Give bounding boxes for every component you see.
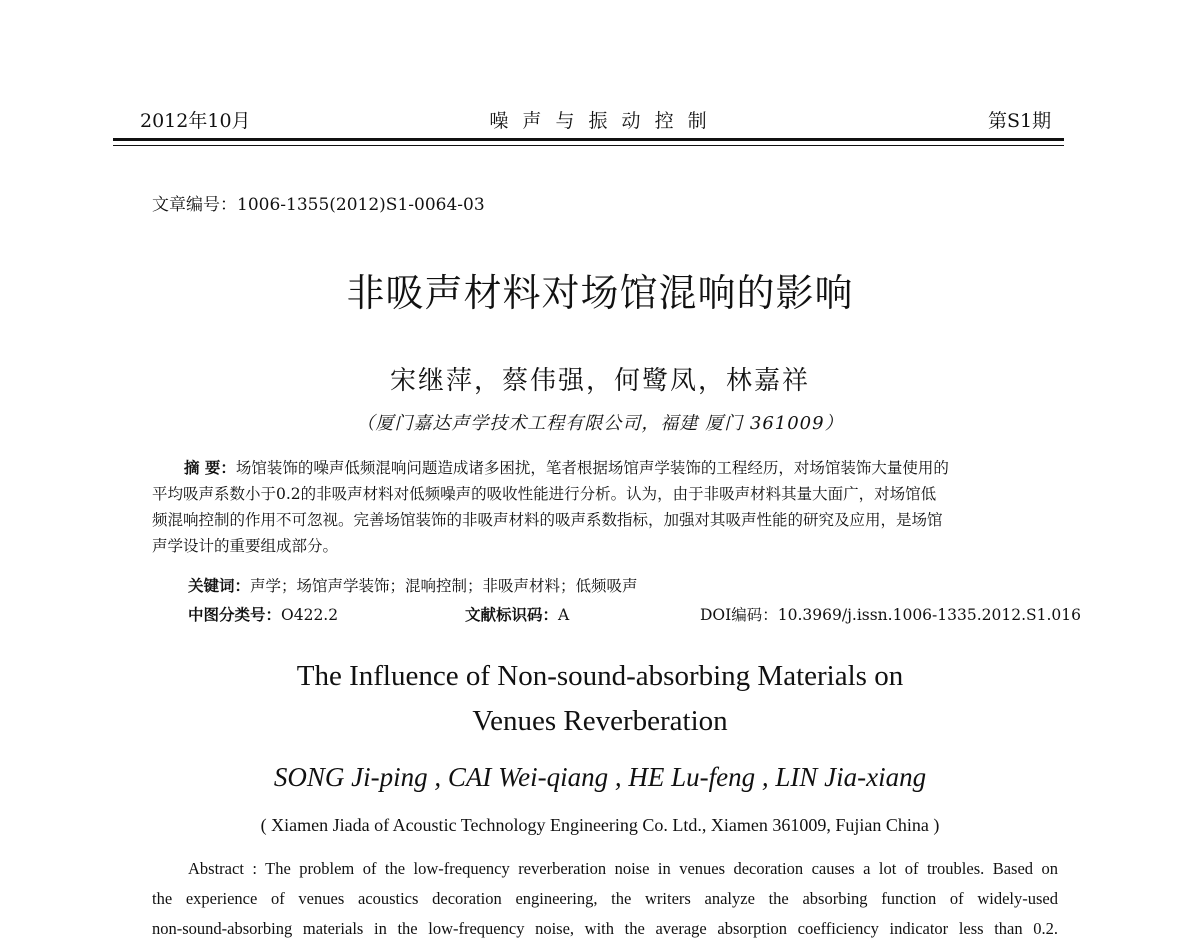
authors-cn: 宋继萍，蔡伟强，何鹭凤，林嘉祥 <box>389 366 810 396</box>
abstract-cn-line-4: 声学设计的重要组成部分。 <box>152 537 339 555</box>
abstract-cn-line-2: 平均吸声系数小于0.2的非吸声材料对低频噪声的吸收性能进行分析。认为，由于非吸声材料其量大面广，对场馆低 <box>152 485 937 503</box>
abstract-en-label: Abstract : <box>188 859 257 878</box>
title-en-line-1: The Influence of Non-sound-absorbing Materials on <box>296 660 904 692</box>
header-journal-name: 噪 声 与 振 动 控 制 <box>489 110 711 132</box>
abstract-cn-line-3: 频混响控制的作用不可忽视。完善场馆装饰的非吸声材料的吸声系数指标，加强对其吸声性能的研究及应用，是场馆 <box>152 511 943 529</box>
abstract-en-line-1: Abstract : The problem of the low-frequency reverberation noise in venues decoration causes a lot of troubles. Based on <box>188 859 1059 878</box>
title-cn: 非吸声材料对场馆混响的影响 <box>346 271 854 315</box>
abstract-en-line-3: non-sound-absorbing materials in the low-frequency noise, with the average absorption coefficiency indicator less than 0.2. <box>152 919 1058 938</box>
keywords-cn <box>188 574 638 596</box>
abstract-cn-label: 摘 要： <box>184 458 236 477</box>
affiliation-en: ( Xiamen Jiada of Acoustic Technology Engineering Co. Ltd., Xiamen 361009, Fujian China ) <box>260 815 940 835</box>
header-issue: 第S1期 <box>988 110 1052 132</box>
authors-en: SONG Ji-ping , CAI Wei-qiang , HE Lu-feng , LIN Jia-xiang <box>273 762 927 792</box>
title-en-line-2: Venues Reverberation <box>472 705 728 737</box>
abstract-en <box>152 854 1058 944</box>
abstract-cn <box>152 455 1056 559</box>
doi: DOI编码：10.3969/j.issn.1006-1335.2012.S1.016 <box>700 606 1082 624</box>
abstract-en-line-2: the experience of venues acoustics decoration engineering, the writers analyze the absorbing function of widely-used <box>152 889 1058 908</box>
keywords-cn-text: 声学；场馆声学装饰；混响控制；非吸声材料；低频吸声 <box>250 577 638 595</box>
header-rule-thin <box>113 145 1064 146</box>
affiliation-cn: （厦门嘉达声学技术工程有限公司，福建 厦门 361009） <box>356 413 844 434</box>
header-date: 2012年10月 <box>140 110 251 132</box>
article-number: 文章编号：1006-1355(2012)S1-0064-03 <box>152 195 485 215</box>
keywords-cn-label: 关键词： <box>188 576 251 595</box>
document-code: 文献标识码：A <box>465 605 570 624</box>
abstract-cn-line-1: 摘 要：场馆装饰的噪声低频混响问题造成诸多困扰，笔者根据场馆声学装饰的工程经历，对场馆装饰大量使用的 <box>184 458 949 477</box>
clc-number: 中图分类号：O422.2 <box>188 605 339 624</box>
header-rule-thick <box>113 138 1064 141</box>
title-en <box>0 654 1200 744</box>
